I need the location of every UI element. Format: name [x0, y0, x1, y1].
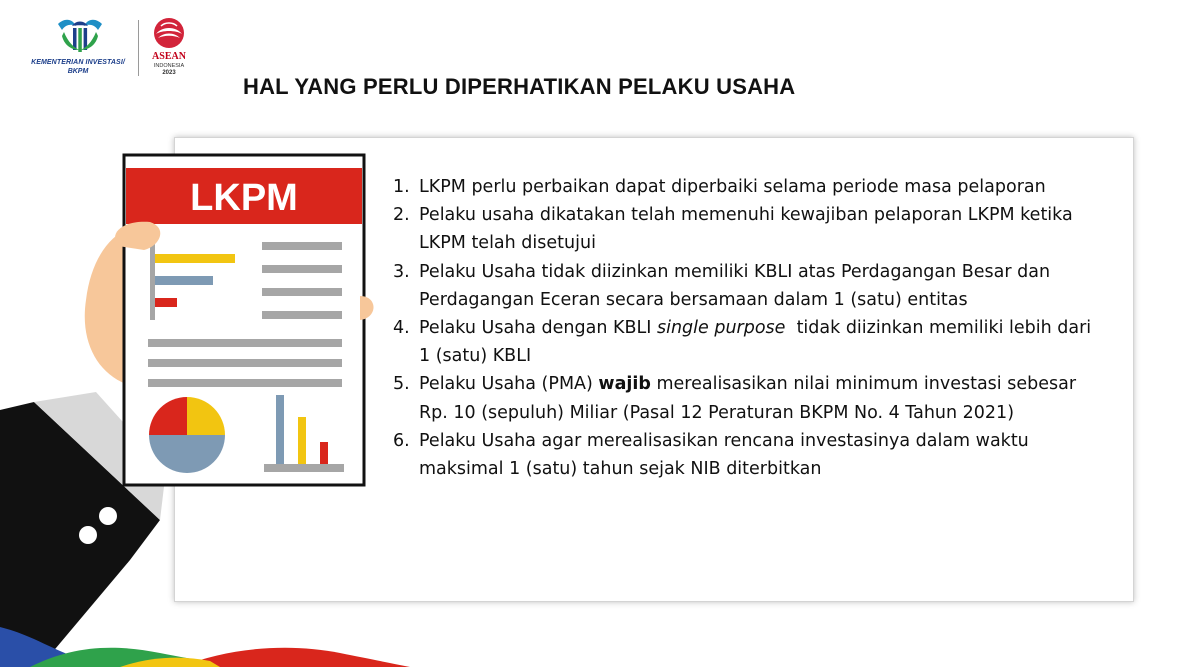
hand-holding-report-icon — [0, 150, 380, 667]
kementerian-investasi-logo — [22, 16, 134, 78]
logo-divider — [138, 20, 139, 76]
report-title: LKPM — [190, 177, 298, 219]
asean-emblem-icon — [152, 16, 186, 50]
footer-wave-icon — [0, 607, 420, 667]
asean-wordmark: ASEAN — [152, 51, 186, 62]
item-text: Pelaku Usaha agar merealisasikan rencana investasinya dalam waktu maksimal 1 (satu) tahun sejak NIB diterbitkan — [419, 430, 1029, 480]
item-text: Pelaku usaha dikatakan telah memenuhi kewajiban pelaporan LKPM ketika LKPM telah disetujui — [419, 205, 1073, 254]
bkpm-name: BKPM — [67, 68, 89, 75]
item-text: LKPM perlu perbaikan dapat diperbaiki selama periode masa pelaporan — [419, 177, 1046, 197]
item-number: 1. — [393, 177, 410, 197]
footer-decoration — [0, 607, 420, 667]
mini-bar-yellow — [155, 254, 235, 263]
lkpm-report-illustration — [0, 150, 380, 667]
requirements-list — [393, 173, 1103, 483]
bkpm-emblem-icon — [50, 16, 110, 56]
mini-bar-red — [155, 298, 177, 307]
list-item — [393, 201, 1103, 257]
item-text-emphasis: single purpose — [656, 318, 786, 339]
item-text-post: tidak diizinkan memiliki lebih dari 1 (satu) KBLI — [419, 318, 1097, 367]
item-text-pre: Pelaku Usaha dengan KBLI — [419, 318, 657, 339]
item-text: Pelaku Usaha tidak diizinkan memiliki KBLI atas Perdagangan Besar dan Perdagangan Eceran secara bersamaan dalam 1 (satu) entitas — [419, 261, 1051, 310]
item-number: 5. — [393, 374, 410, 395]
item-number: 6. — [393, 430, 410, 451]
item-text-post: merealisasikan nilai minimum investasi sebesar Rp. 10 (sepuluh) Miliar (Pasal 12 Peraturan BKPM No. 4 Tahun 2021) — [419, 374, 1077, 423]
item-number: 4. — [393, 318, 410, 339]
mini-chart-axis — [150, 240, 155, 320]
cuff-button-1 — [79, 526, 97, 544]
mini-bar-blue — [155, 276, 213, 285]
list-item — [393, 314, 1103, 370]
item-number: 3. — [393, 261, 410, 282]
item-number: 2. — [393, 205, 410, 226]
list-item — [393, 370, 1103, 426]
finger-right — [360, 296, 374, 320]
item-text-bold: wajib — [598, 374, 651, 395]
asean-country: INDONESIA — [153, 63, 185, 69]
list-item — [393, 258, 1103, 314]
text-lines-full — [148, 339, 342, 387]
cuff-button-2 — [99, 507, 117, 525]
asean-year: 2023 — [162, 70, 176, 76]
mini-pie-chart — [149, 397, 225, 473]
page-title: HAL YANG PERLU DIPERHATIKAN PELAKU USAHA — [243, 74, 796, 99]
kementerian-name: KEMENTERIAN INVESTASI/ — [31, 59, 125, 66]
item-text-pre: Pelaku Usaha (PMA) — [419, 374, 599, 395]
list-item — [393, 173, 1103, 201]
asean-indonesia-logo — [146, 16, 192, 80]
list-item — [393, 427, 1103, 483]
